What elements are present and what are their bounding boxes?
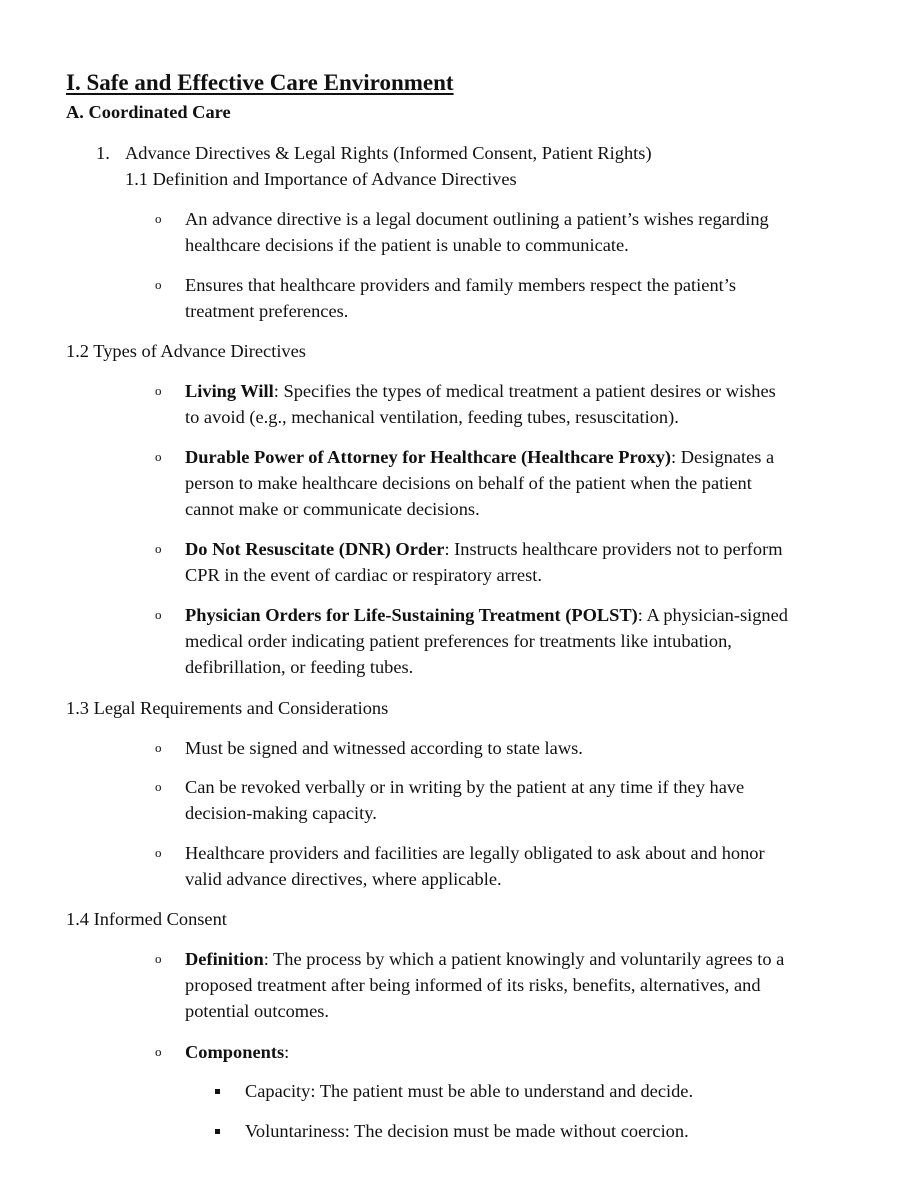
list-item-text: : Designates a [671, 447, 775, 467]
section-heading: I. Safe and Effective Care Environment [66, 70, 454, 95]
list-item-line [185, 380, 776, 402]
subsection-1-2-title: 1.2 Types of Advance Directives [66, 341, 306, 361]
item-number: 1. [96, 143, 110, 163]
term-bold: Definition [185, 949, 264, 969]
bullet-circle-icon: o [155, 449, 162, 464]
list-item-line: person to make healthcare decisions on behalf of the patient when the patient [185, 473, 752, 493]
bullet-circle-icon: o [155, 541, 162, 556]
list-item-line [185, 446, 774, 468]
subsection-heading: A. Coordinated Care [66, 102, 231, 122]
list-item-line: medical order indicating patient preferences for treatments like intubation, [185, 631, 732, 651]
subsection-1-4-title: 1.4 Informed Consent [66, 909, 227, 929]
bullet-circle-icon: o [155, 277, 162, 292]
list-item-line: proposed treatment after being informed of its risks, benefits, alternatives, and [185, 975, 761, 995]
bullet-circle-icon: o [155, 383, 162, 398]
list-item-line [185, 604, 788, 626]
bullet-circle-icon: o [155, 607, 162, 622]
bullet-square-icon [215, 1129, 220, 1134]
list-item-line: Must be signed and witnessed according to state laws. [185, 738, 583, 758]
term-bold: Physician Orders for Life-Sustaining Treatment (POLST) [185, 605, 638, 625]
term-bold: Living Will [185, 381, 274, 401]
bullet-circle-icon: o [155, 740, 162, 755]
bullet-circle-icon: o [155, 779, 162, 794]
list-item-line: An advance directive is a legal document outlining a patient’s wishes regarding [185, 209, 769, 229]
list-item-text: : A physician-signed [637, 605, 788, 625]
bullet-circle-icon: o [155, 845, 162, 860]
bullet-square-icon [215, 1089, 220, 1094]
list-item-line: cannot make or communicate decisions. [185, 499, 480, 519]
sub-list-item: Voluntariness: The decision must be made without coercion. [245, 1121, 689, 1141]
subsection-1-3-title: 1.3 Legal Requirements and Considerations [66, 698, 389, 718]
subsection-1-1-title: 1.1 Definition and Importance of Advance Directives [125, 169, 517, 189]
list-item-line: healthcare decisions if the patient is unable to communicate. [185, 235, 629, 255]
list-item-line: potential outcomes. [185, 1001, 330, 1021]
sub-list-item: Capacity: The patient must be able to understand and decide. [245, 1081, 694, 1101]
bullet-circle-icon: o [155, 951, 162, 966]
list-item-text: : Instructs healthcare providers not to perform [444, 539, 783, 559]
list-item-line: decision-making capacity. [185, 803, 377, 823]
list-item-line: Ensures that healthcare providers and family members respect the patient’s [185, 275, 737, 295]
list-item-text: : [284, 1042, 290, 1062]
list-item-line: CPR in the event of cardiac or respiratory arrest. [185, 565, 542, 585]
list-item-line: to avoid (e.g., mechanical ventilation, feeding tubes, resuscitation). [185, 407, 679, 427]
list-item-line [185, 1041, 289, 1063]
term-bold: Durable Power of Attorney for Healthcare (Healthcare Proxy) [185, 447, 672, 467]
list-item-line: Can be revoked verbally or in writing by the patient at any time if they have [185, 777, 745, 797]
item-title: Advance Directives & Legal Rights (Informed Consent, Patient Rights) [125, 143, 652, 163]
list-item-line [185, 538, 783, 560]
list-item-text: : The process by which a patient knowingly and voluntarily agrees to a [263, 949, 785, 969]
list-item-line [185, 948, 784, 970]
term-bold: Do Not Resuscitate (DNR) Order [185, 539, 445, 559]
bullet-circle-icon: o [155, 211, 162, 226]
term-bold: Components [185, 1042, 285, 1062]
list-item-line: valid advance directives, where applicable. [185, 869, 502, 889]
list-item-line: treatment preferences. [185, 301, 349, 321]
list-item-line: defibrillation, or feeding tubes. [185, 657, 414, 677]
list-item-line: Healthcare providers and facilities are legally obligated to ask about and honor [185, 843, 765, 863]
bullet-circle-icon: o [155, 1044, 162, 1059]
list-item-text: : Specifies the types of medical treatment a patient desires or wishes [273, 381, 776, 401]
